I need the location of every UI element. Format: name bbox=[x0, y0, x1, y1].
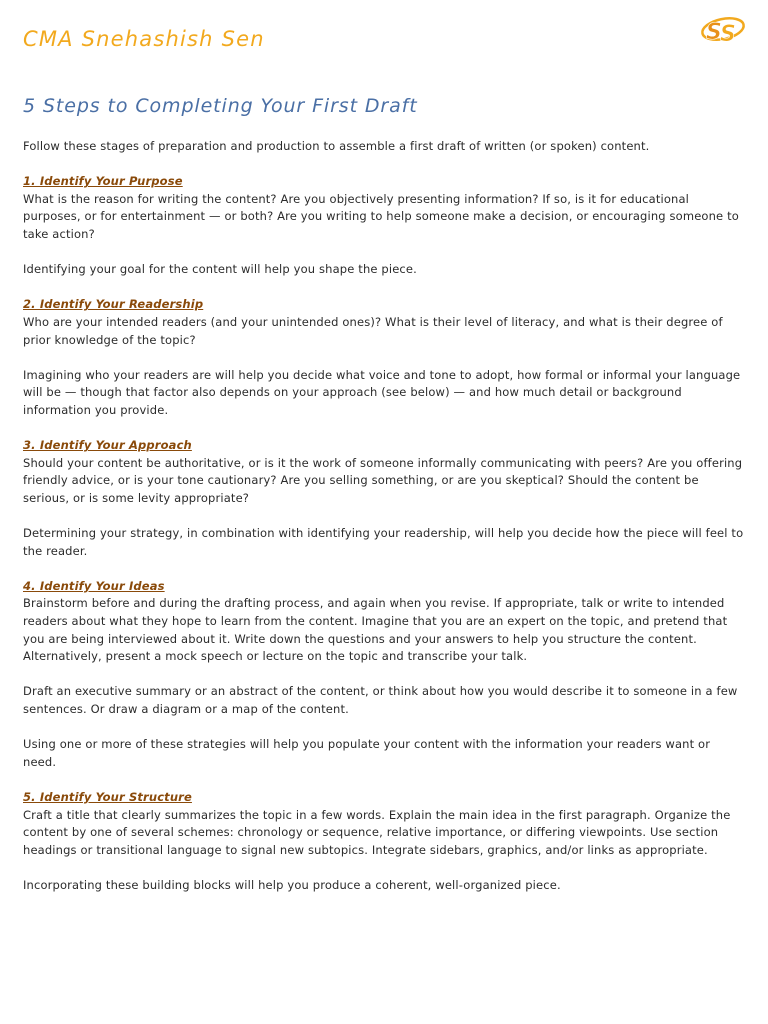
section-purpose bbox=[23, 173, 745, 243]
intro-paragraph: Follow these stages of preparation and production to assemble a first draft of written (or spoken) content. bbox=[23, 139, 650, 153]
section-heading: 5. Identify Your Structure bbox=[23, 789, 192, 804]
section-heading: 2. Identify Your Readership bbox=[23, 297, 204, 312]
section-heading: 3. Identify Your Approach bbox=[23, 438, 192, 453]
section-ideas bbox=[23, 578, 745, 666]
section-paragraph: Who are your intended readers (and your unintended ones)? What is their level of literacy, and what is their degree of prior knowledge of the topic? bbox=[23, 314, 723, 347]
section-paragraph: Should your content be authoritative, or is it the work of someone informally communicating with peers? Are you offering friendly advice, or is your tone cautionary? Are you selling something, or are you skeptical? Should the content be serious, or is some levity appropriate? bbox=[23, 455, 743, 505]
section-paragraph: Brainstorm before and during the drafting process, and again when you revise. If appropriate, talk or write to intended readers about what they hope to learn from the content. Imagine that you are an expert on the topic, and pretend that you are being interviewed about it. Write down the questions and your answers to help you structure the content. Alternatively, present a mock speech or lecture on the topic and transcribe your talk. bbox=[23, 596, 728, 664]
document-body bbox=[23, 138, 745, 912]
section-approach bbox=[23, 437, 745, 507]
svg-text:S: S bbox=[720, 22, 736, 44]
section-paragraph: Craft a title that clearly summarizes the topic in a few words. Explain the main idea in the first paragraph. Organize the content by one of several schemes: chronology or sequence, relative importance, or differing viewpoints. Use section headings or transitional language to signal new subtopics. Integrate sidebars, graphics, and/or links as appropriate. bbox=[23, 807, 731, 857]
section-paragraph: Incorporating these building blocks will help you produce a coherent, well-organized piece. bbox=[23, 877, 561, 892]
svg-text:S: S bbox=[706, 20, 722, 44]
document-title: 5 Steps to Completing Your First Draft bbox=[23, 95, 418, 117]
section-paragraph: Imagining who your readers are will help you decide what voice and tone to adopt, how formal or informal your language will be — though that factor also depends on your approach (see below) — and how much detail or background information you provide. bbox=[23, 367, 741, 417]
section-paragraph: What is the reason for writing the content? Are you objectively presenting information? If so, is it for educational purposes, or for entertainment — or both? Are you writing to help someone make a decision, or encouraging someone to take action? bbox=[23, 191, 739, 241]
ss-logo-icon bbox=[700, 14, 746, 44]
section-heading: 1. Identify Your Purpose bbox=[23, 174, 183, 189]
section-paragraph: Using one or more of these strategies will help you populate your content with the information your readers want or need. bbox=[23, 737, 711, 769]
section-readership bbox=[23, 296, 745, 349]
section-paragraph: Determining your strategy, in combination with identifying your readership, will help you decide how the piece will feel to the reader. bbox=[23, 526, 744, 558]
section-heading: 4. Identify Your Ideas bbox=[23, 578, 165, 593]
section-paragraph: Identifying your goal for the content will help you shape the piece. bbox=[23, 262, 417, 277]
section-structure bbox=[23, 789, 745, 859]
author-name: CMA Snehashish Sen bbox=[23, 27, 265, 51]
section-paragraph: Draft an executive summary or an abstract of the content, or think about how you would describe it to someone in a few sentences. Or draw a diagram or a map of the content. bbox=[23, 684, 738, 716]
